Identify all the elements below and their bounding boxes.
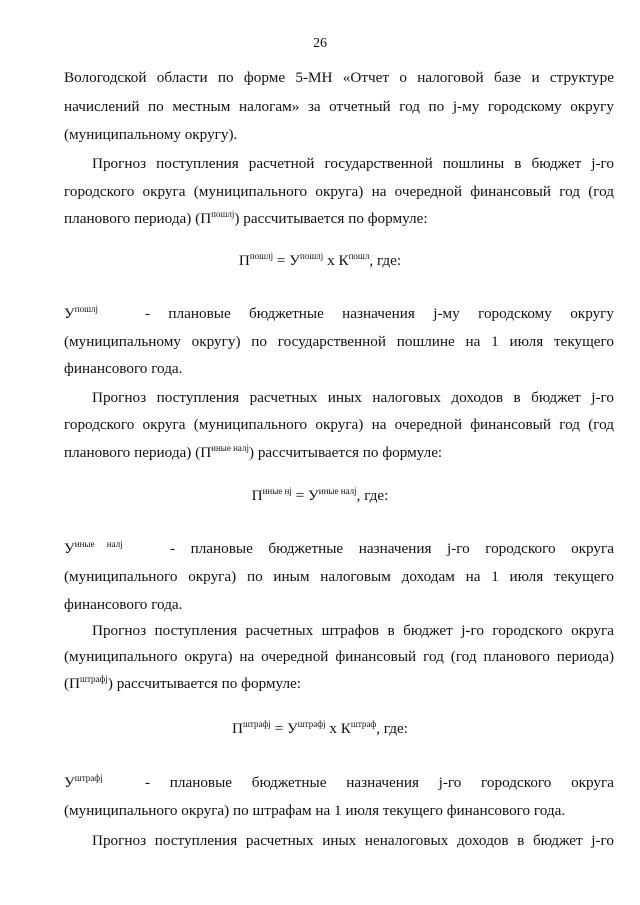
paragraph-line: городского округа (муниципального округа) на очередной финансовый год (год <box>64 183 614 200</box>
paragraph-line: $(П^{штрафj})$ рассчитывается по формуле: <box>64 674 302 692</box>
page-number: 26 <box>313 36 327 51</box>
paragraph-line: начислений по местным налогам» за отчетный год по j-му городскому округу <box>64 98 614 115</box>
definition-line: - плановые бюджетные назначения j-го городского округа <box>145 774 614 791</box>
definition-line: - плановые бюджетные назначения j-го городского округа <box>170 540 614 557</box>
definition-symbol: $У^{иные налj}$ <box>64 539 123 557</box>
paragraph-line: (муниципального округа) на очередной финансовый год (год планового периода) <box>64 648 614 665</box>
definition-line: финансового года. <box>64 360 183 377</box>
definition-line: (муниципальному округу) по государственной пошлине на 1 июля текущего <box>64 333 614 350</box>
paragraph-line: Прогноз поступления расчетных штрафов в бюджет j-го городского округа <box>92 622 614 639</box>
definition-line: - плановые бюджетные назначения j-му городскому округу <box>145 305 614 322</box>
formula-fines: $П^{штрафj} = У^{штрафj}$ х $К^{штраф}$, где: <box>232 719 408 737</box>
definition-symbol: $У^{штрафj}$ <box>64 773 103 791</box>
paragraph-line: Прогноз поступления расчетных иных налоговых доходов в бюджет j-го <box>92 389 614 406</box>
definition-line: (муниципального округа) по штрафам на 1 июля текущего финансового года. <box>64 802 566 819</box>
paragraph-line: Прогноз поступления расчетных иных неналоговых доходов в бюджет j-го <box>92 832 614 849</box>
definition-line: (муниципального округа) по иным налоговым доходам на 1 июля текущего <box>64 568 614 585</box>
paragraph-line: планового периода) $(П^{пошлj})$ рассчитывается по формуле: <box>64 209 428 227</box>
formula-duty: $П^{пошлj} = У^{пошлj}$ х $К^{пошл}$, где: <box>238 251 402 269</box>
definition-line: финансового года. <box>64 596 183 613</box>
definition-symbol: $У^{пошлj}$ <box>64 304 99 322</box>
paragraph-line: Прогноз поступления расчетной государственной пошлины в бюджет j-го <box>92 155 614 172</box>
paragraph-line: (муниципальному округу). <box>64 126 238 143</box>
paragraph-line: Вологодской области по форме 5-МН «Отчет о налоговой базе и структуре <box>64 69 614 86</box>
paragraph-line: городского округа (муниципального округа) на очередной финансовый год (год <box>64 416 614 433</box>
paragraph-line: планового периода) $(П^{иные налj})$ рассчитывается по формуле: <box>64 443 443 461</box>
formula-other-tax: $П^{иные нj} = У^{иные налj}$, где: <box>251 486 389 504</box>
